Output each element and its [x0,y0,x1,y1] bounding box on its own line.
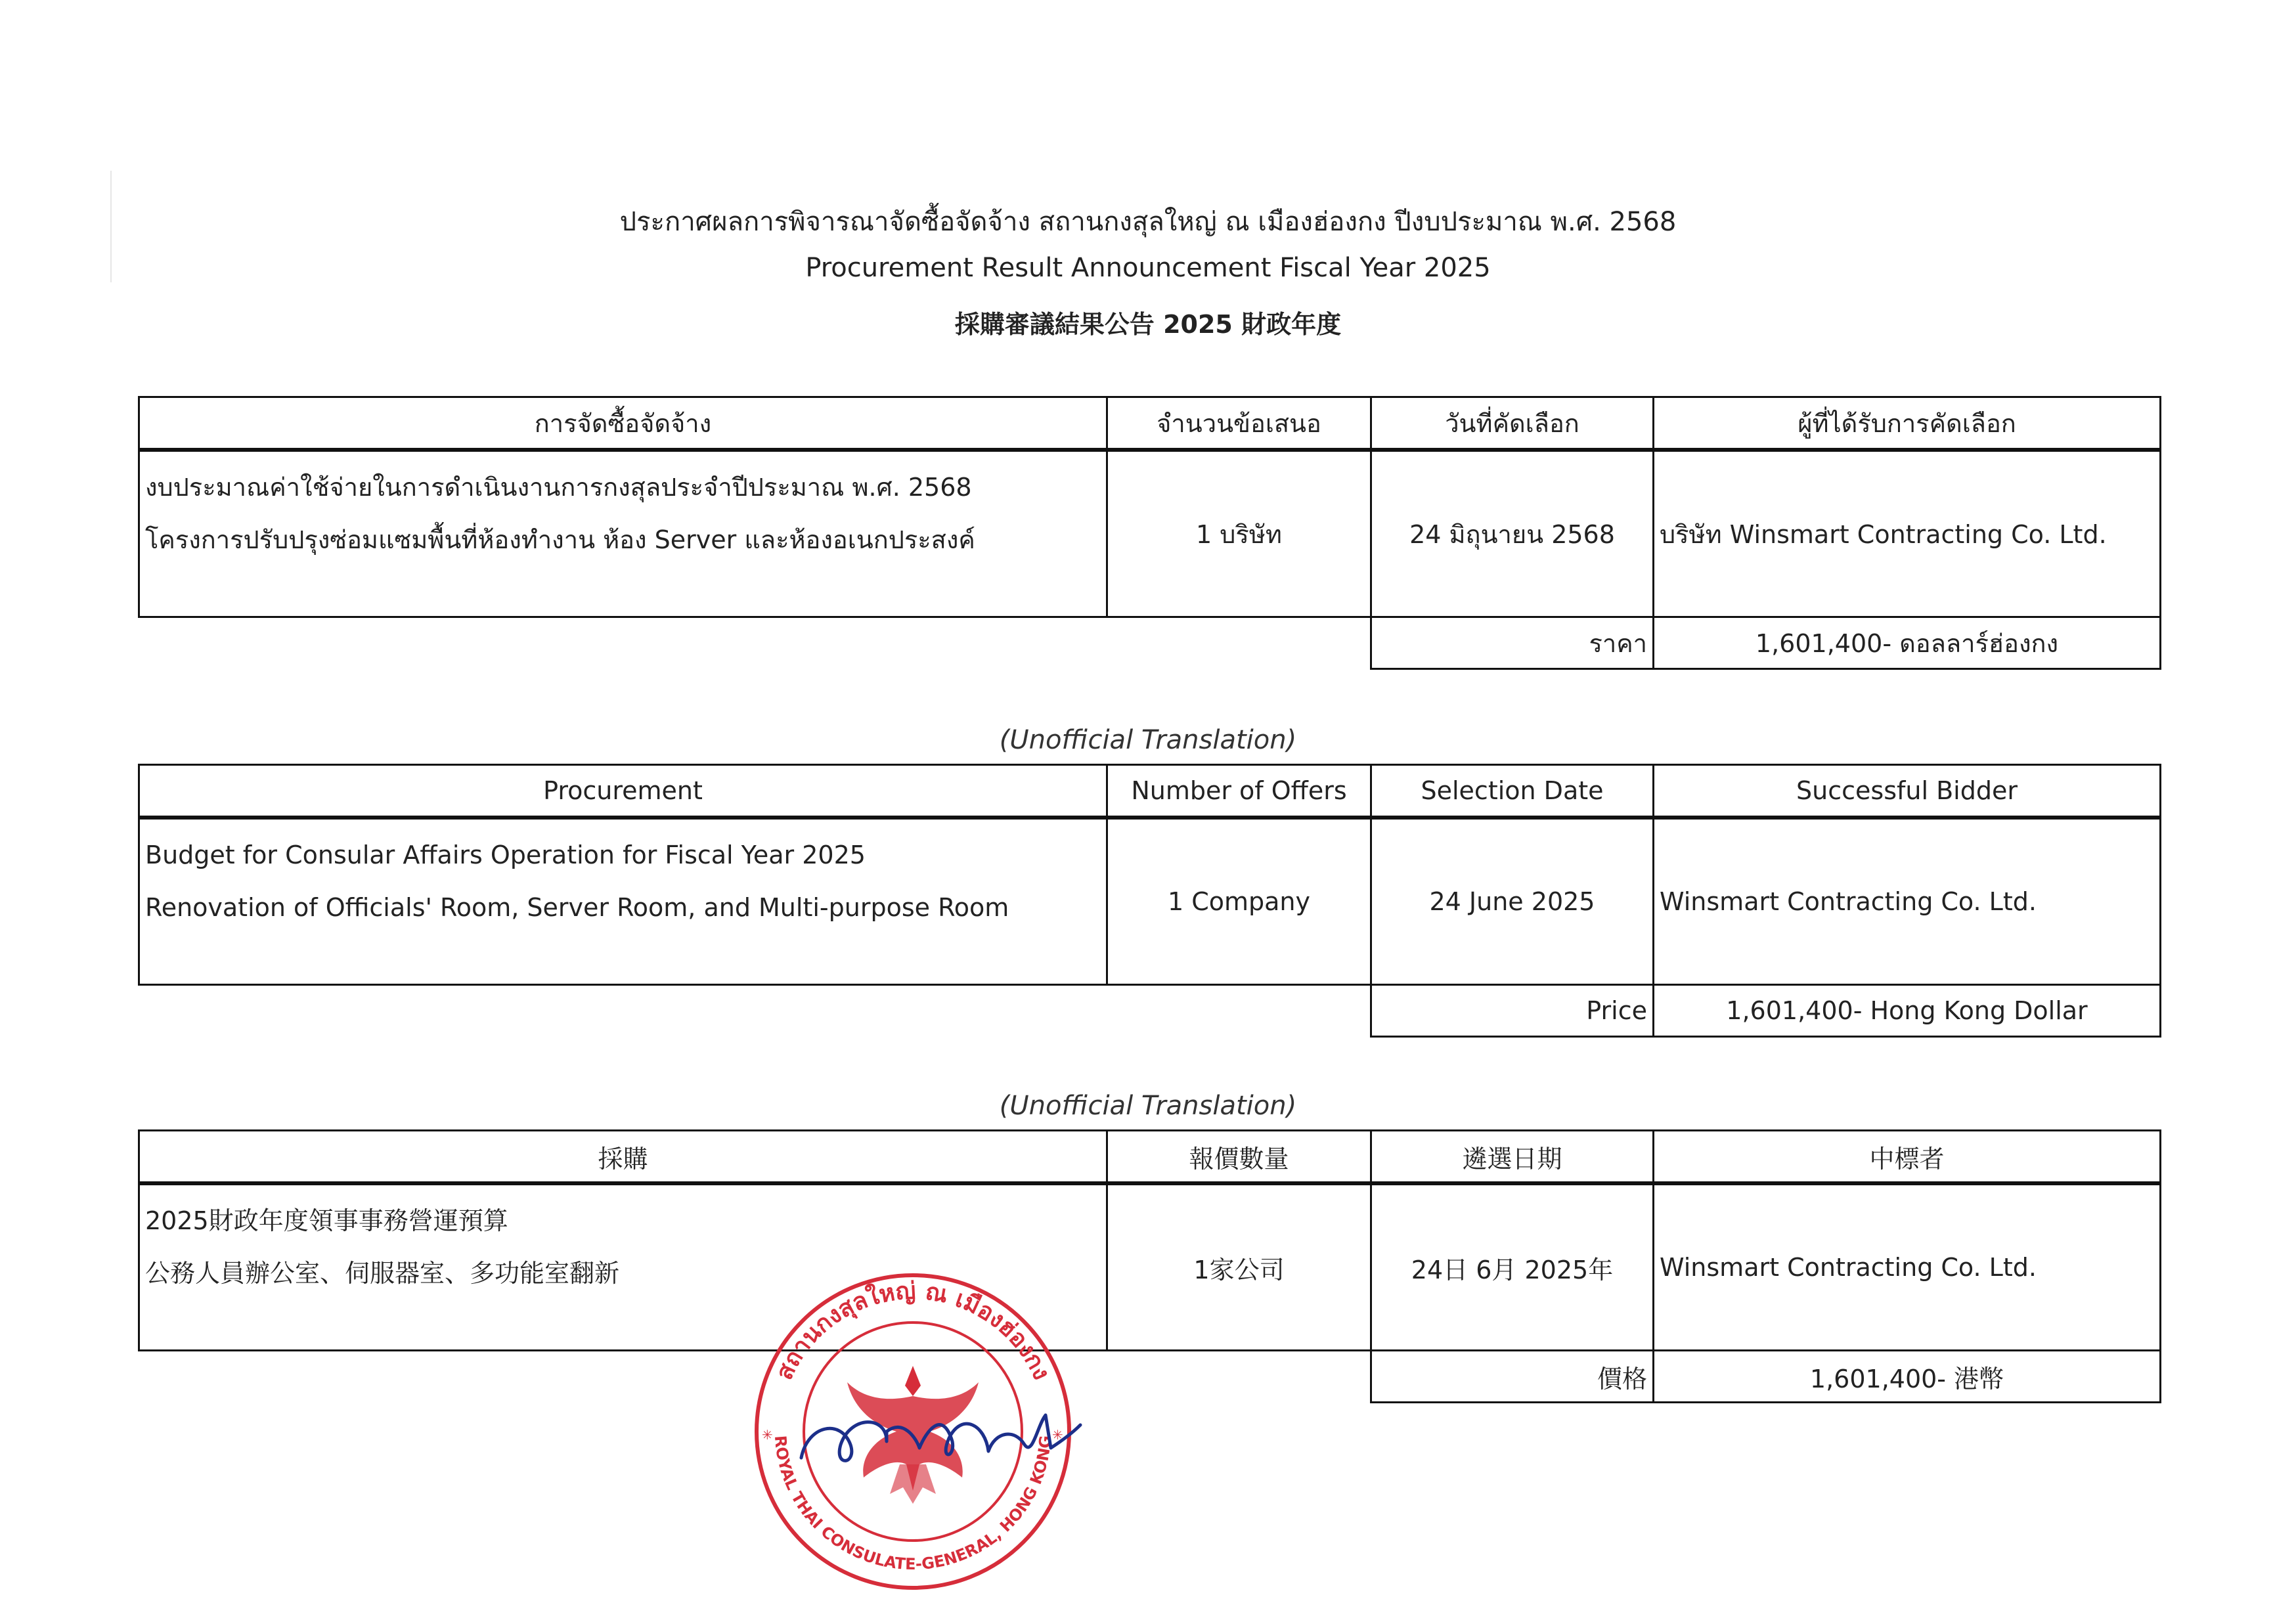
procurement-description [139,818,1107,985]
description-line-2: โครงการปรับปรุงซ่อมแซมพื้นที่ห้องทำงาน ห้อง Server และห้องอเนกประสงค์ [145,525,975,554]
price-value: 1,601,400- 港幣 [1654,1351,2161,1403]
header-procurement: 採購 [139,1131,1107,1184]
offers-cell: 1 บริษัท [1107,450,1371,617]
header-procurement: การจัดซื้อจัดจ้าง [139,397,1107,450]
price-value: 1,601,400- Hong Kong Dollar [1654,985,2161,1037]
description-line-2: 公務人員辦公室、伺服器室、多功能室翻新 [145,1259,620,1288]
header-bidder: 中標者 [1654,1131,2161,1184]
price-label: 價格 [1371,1351,1654,1403]
handwritten-signature [788,1379,1084,1484]
header-offers: จำนวนข้อเสนอ [1107,397,1371,450]
header-offers: Number of Offers [1107,765,1371,818]
header-selection-date: 遴選日期 [1371,1131,1654,1184]
translation-note-chinese: (Unofficial Translation) [999,1091,1297,1121]
title-chinese: 採購審議結果公告 2025 財政年度 [954,310,1342,339]
procurement-table-chinese [138,1129,2161,1403]
seal-rim-text-english: ROYAL THAI CONSULATE-GENERAL, HONG KONG [770,1434,1055,1574]
header-selection-date: Selection Date [1371,765,1654,818]
translation-note-english: (Unofficial Translation) [999,725,1297,755]
price-label: ราคา [1371,617,1654,669]
price-spacer [139,617,1371,669]
title-thai: ประกาศผลการพิจารณาจัดซื้อจัดจ้าง สถานกงสุลใหญ่ ณ เมืองฮ่องกง ปีงบประมาณ พ.ศ. 2568 [619,207,1677,237]
header-bidder: Successful Bidder [1654,765,2161,818]
seal-rim-text-thai: สถานกงสุลใหญ่ ณ เมืองฮ่องกง [770,1277,1055,1384]
description-line-1: 2025財政年度領事事務營運預算 [145,1206,508,1235]
header-offers: 報價數量 [1107,1131,1371,1184]
price-value: 1,601,400- ดอลลาร์ฮ่องกง [1654,617,2161,669]
price-spacer [139,985,1371,1037]
procurement-table-thai [138,396,2161,670]
header-selection-date: วันที่คัดเลือก [1371,397,1654,450]
title-english: Procurement Result Announcement Fiscal Year 2025 [805,253,1491,283]
svg-text:✳: ✳ [1052,1427,1063,1443]
bidder-cell: Winsmart Contracting Co. Ltd. [1654,1183,2161,1351]
svg-text:✳: ✳ [762,1427,773,1443]
offers-cell: 1 Company [1107,818,1371,985]
price-label: Price [1371,985,1654,1037]
description-line-2: Renovation of Officials' Room, Server Room, and Multi-purpose Room [145,893,1009,922]
header-bidder: ผู้ที่ได้รับการคัดเลือก [1654,397,2161,450]
offers-cell: 1家公司 [1107,1183,1371,1351]
selection-date-cell: 24 มิถุนายน 2568 [1371,450,1654,617]
selection-date-cell: 24 June 2025 [1371,818,1654,985]
header-procurement: Procurement [139,765,1107,818]
procurement-table-english [138,764,2161,1038]
bidder-cell: บริษัท Winsmart Contracting Co. Ltd. [1654,450,2161,617]
description-line-1: งบประมาณค่าใช้จ่ายในการดำเนินงานการกงสุลประจำปีประมาณ พ.ศ. 2568 [145,473,972,502]
bidder-cell: Winsmart Contracting Co. Ltd. [1654,818,2161,985]
selection-date-cell: 24日 6月 2025年 [1371,1183,1654,1351]
procurement-description [139,450,1107,617]
description-line-1: Budget for Consular Affairs Operation for Fiscal Year 2025 [145,841,866,869]
